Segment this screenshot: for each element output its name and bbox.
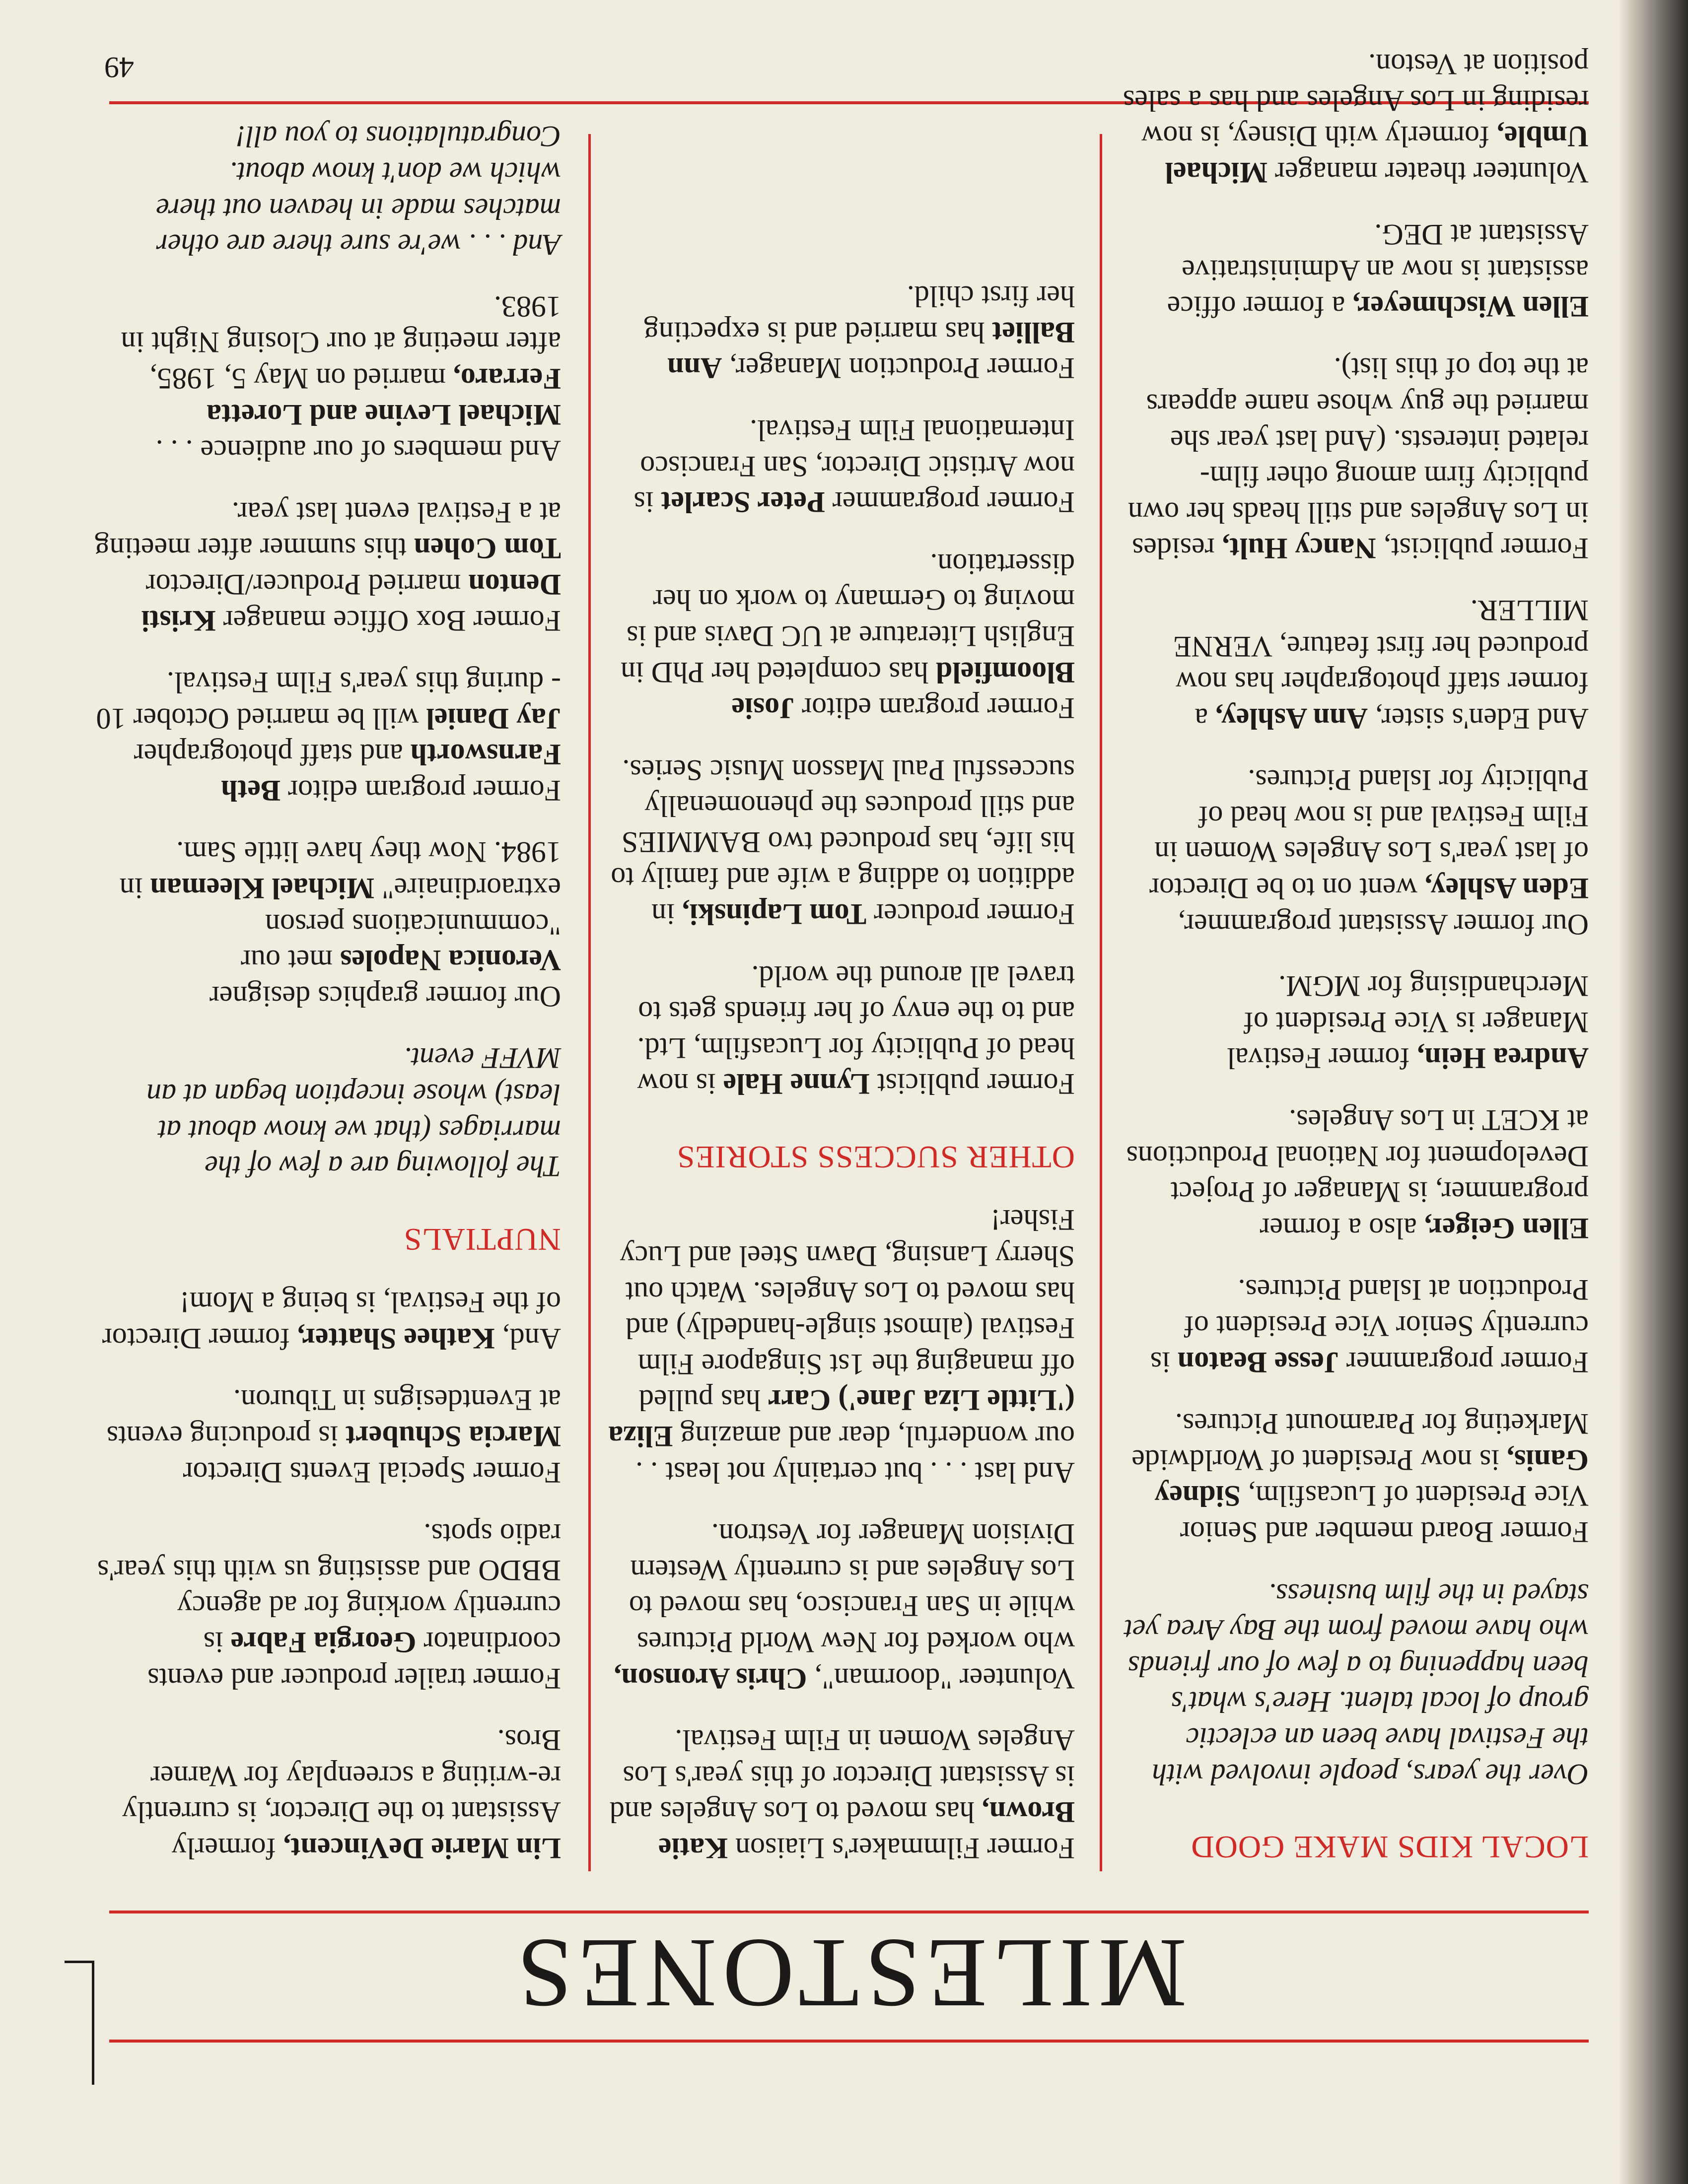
person-name: Josie Bloomfield	[731, 656, 1075, 725]
masthead-rule-top	[109, 2040, 1589, 2043]
paragraph: Our former Assistant programmer, Eden Ashley, went on to be Director of last year's Los Angeles Women in Film Festival and is now head of Publicity for Island Pictures.	[1149, 764, 1589, 941]
paragraph: Former program editor Beth Farnsworth and staff photographer Jay Daniel will be married October 10 - during this year's Film Festival.	[96, 666, 561, 807]
person-name: Sidney Ganis,	[1154, 1443, 1589, 1513]
person-name: Marcia Schubert	[346, 1420, 561, 1453]
person-name: Ellen Wischmeyer,	[1352, 290, 1589, 323]
paragraph: And last . . . but certainly not least . . our wonderful, dear and amazing Eliza ('Little Liza Jane') Carr has pulled off managing the 1st Singapore Film Festival (almost single-handedly) and has moved to Los Angeles. Watch out Sherry Lansing, Dawn Steel and Lucy Fisher!	[608, 1204, 1075, 1489]
person-name: Ann Ashley,	[1215, 702, 1368, 735]
section-heading: OTHER SUCCESS STORIES	[676, 1139, 1075, 1175]
person-name: Michael Umble,	[1165, 120, 1589, 189]
masthead-rule-bottom	[109, 1911, 1589, 1913]
section-intro: The following are a few of the marriages (that we know about at least) whose inception began at an MVFF event.	[146, 1042, 561, 1183]
column-divider	[1100, 134, 1102, 1871]
person-name: Andrea Hein,	[1417, 1042, 1589, 1075]
person-name: Lin Marie DeVincent,	[283, 1832, 561, 1865]
paragraph: Former program editor Josie Bloomfield has completed her PhD in English Literature at UC Davis and is moving to Germany to work on her dissertation.	[621, 547, 1075, 725]
paragraph: Former Filmmaker's Liaison Katie Brown, has moved to Los Angeles and is Assistant Director of this year's Los Angeles Women in Film Festival.	[609, 1724, 1075, 1865]
person-name: Nancy Hult,	[1222, 532, 1376, 565]
person-name: Michael Kleeman	[150, 872, 375, 905]
paragraph: Ellen Wischmeyer, a former office assistant is now an Administrative Assistant at DEG.	[1167, 218, 1589, 323]
section-heading: LOCAL KIDS MAKE GOOD	[1191, 1830, 1589, 1865]
person-name: Eden Ashley,	[1424, 872, 1589, 905]
paragraph: Former trailer producer and events coordinator Georgia Fabre is currently working for ad agency BBDO and assisting us with this year's radio spots.	[97, 1518, 561, 1695]
crop-mark	[65, 1961, 94, 1963]
page-title: MILESTONES	[511, 1918, 1187, 2028]
paragraph: Former publicist, Nancy Hult, resides in Los Angeles and still heads her own publicity firm among other film-related interests. (And last year she married the guy whose name appears at the top of this list).	[1127, 352, 1589, 565]
paragraph: Ellen Geiger, also a former programmer, is Manager of Project Development for National Productions at KCET in Los Angeles.	[1126, 1104, 1589, 1245]
paragraph: And Eden's sister, Ann Ashley, a former staff photographer has now produced her first feature, VERNE MILLER.	[1173, 594, 1589, 735]
closing-note: And . . . we're sure there are other matches made in heaven out there which we don't know about. Congratulations to you all!	[156, 120, 561, 262]
column-local-kids	[1122, 21, 1589, 1866]
paragraph: Former publicist Lynne Hale is now head of Publicity for Lucasfilm, Ltd. and to the envy of her friends gets to travel all around the world.	[637, 959, 1075, 1101]
paragraph: Former Board member and Senior Vice President of Lucasfilm, Sidney Ganis, is now President of Worldwide Marketing for Paramount Pictures.	[1131, 1408, 1589, 1549]
person-name: Peter Scarlet	[661, 486, 825, 519]
person-name: Kristi Denton	[141, 568, 561, 637]
paragraph: Our former graphics designer Veronica Napoles met our "communications person extraordinaire" Michael Kleeman in 1984. Now they have little Sam.	[119, 836, 561, 1013]
person-name: Tom Cohen	[414, 532, 561, 565]
paragraph: And members of our audience . . . Michael Levine and Loretta Ferraro, married on May 5, 1985, after meeting at our Closing Night in 1983.	[121, 290, 561, 468]
crop-mark	[92, 1961, 94, 2085]
paragraph: Volunteer "doorman", Chris Aronson, who worked for New World Pictures while in San Francisco, has moved to Los Angeles and is currently Western Division Manager for Vestron.	[614, 1518, 1075, 1695]
paragraph: Volunteer theater manager Michael Umble, formerly with Disney, is now residing in Los Angeles and has a sales position at Veston.	[1123, 48, 1589, 189]
person-name: Eliza ('Little Liza Jane') Carr	[608, 1384, 1075, 1453]
column-success-stories	[608, 253, 1075, 1866]
paragraph: Former Production Manager, Ann Balliet has married and is expecting her first child.	[643, 280, 1075, 385]
paragraph: Former Box Office manager Kristi Denton married Producer/Director Tom Cohen this summer after meeting at a Festival event last year.	[94, 496, 561, 637]
person-name: Kathee Shatter,	[297, 1322, 495, 1355]
section-intro: Over the years, people involved with the Festival have been an eclectic group of local talent. Here's what's been happening to a few of our friends who have moved from the Bay Area yet stayed in the film business.	[1124, 1577, 1589, 1791]
person-name: Jay Daniel	[426, 702, 561, 735]
paragraph: Former producer Tom Lapinski, in addition to adding a wife and family to his life, has produced two BAMMIES and still produces the phenomenally successful Paul Masson Music Series.	[611, 753, 1075, 931]
person-name: Tom Lapinski,	[682, 898, 867, 931]
person-name: Jesse Beaton	[1177, 1346, 1339, 1379]
paragraph: Former programmer Jesse Beaton is currently Senior Vice President of Production at Island Pictures.	[1150, 1274, 1589, 1379]
page-number: 49	[104, 51, 134, 84]
column-nuptials	[94, 93, 561, 1866]
paragraph: Former Special Events Director Marcia Schubert is producing events at Eventdesigns in Tiburon.	[106, 1384, 561, 1489]
person-name: Lynne Hale	[723, 1068, 870, 1101]
person-name: Ellen Geiger,	[1424, 1212, 1589, 1245]
person-name: Georgia Fabre	[230, 1626, 417, 1659]
person-name: Beth Farnsworth	[221, 738, 561, 807]
paragraph: Andrea Hein, former Festival Manager is Vice President of Merchandising for MGM.	[1227, 970, 1589, 1075]
person-name: Veronica Napoles	[340, 944, 561, 977]
person-name: Michael Levine and Loretta Ferraro,	[207, 362, 561, 431]
paragraph: Former programmer Peter Scarlet is now Artistic Director, San Francisco International Film Festival.	[633, 413, 1075, 519]
section-heading: NUPTIALS	[403, 1222, 561, 1257]
person-name: Katie Brown,	[658, 1796, 1075, 1865]
paragraph: Lin Marie DeVincent, formerly Assistant to the Director, is currently re-writing a screenplay for Warner Bros.	[122, 1724, 561, 1865]
person-name: Ann Balliet	[667, 316, 1075, 385]
paragraph: And, Kathee Shatter, former Director of the Festival, is being a Mom!	[102, 1286, 561, 1355]
person-name: Chris Aronson,	[614, 1662, 807, 1695]
column-divider	[588, 134, 591, 1871]
